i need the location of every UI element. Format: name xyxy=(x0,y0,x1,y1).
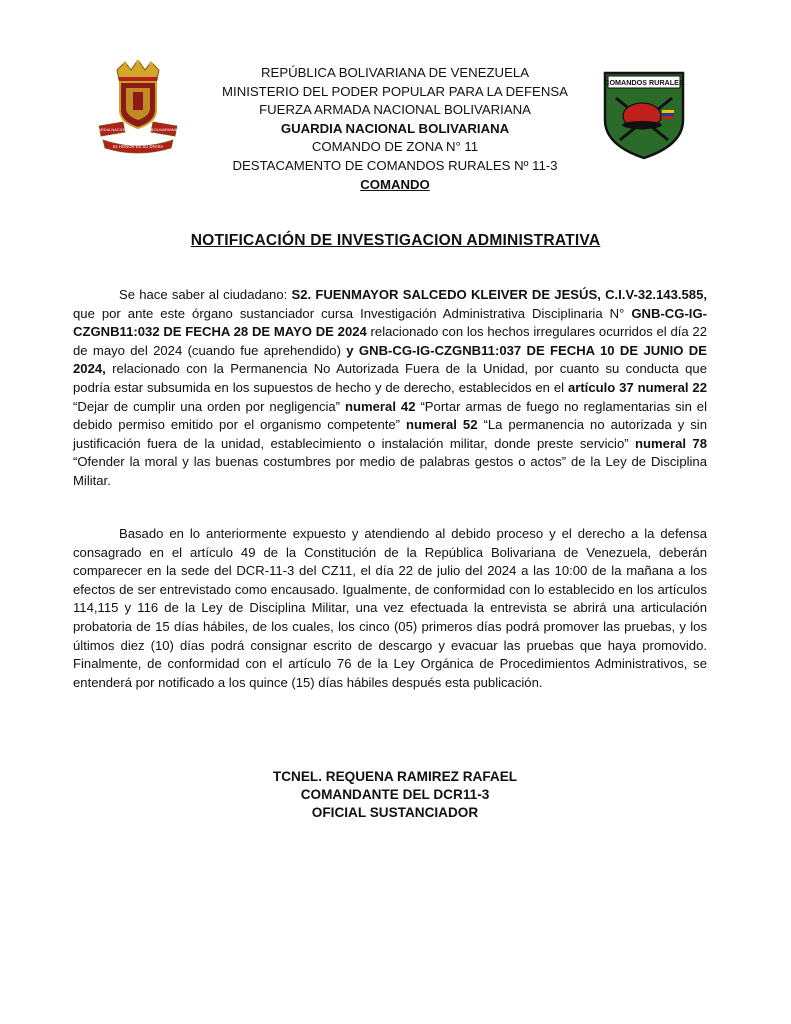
header-comando: COMANDO xyxy=(360,176,430,192)
summons-paragraph: Basado en lo anteriormente expuesto y atendiendo al debido proceso y el derecho a la defensa consagrado en el artículo 49 de la Constitución de la República Bolivariana de Venezuela, deberán comparecer en la sede del DCR-11-3 del CZ11, el día 22 de julio del 2024 a las 10:00 de la mañana a los efectos de ser entrevistado como encausado. Igualmente, de conformidad con lo establecido en los artículos 114,115 y 116 de la Ley de Disciplina Militar, una vez efectuada la entrevista se abrirá una articulación probatoria de 15 días hábiles, de los cuales, los cinco (05) primeros días podrá promover las pruebas, y los últimos diez (10) días podrá consignar escrito de descargo y evacuar las pruebas que haya promovido. Finalmente, de conformidad con el artículo 76 de la Ley Orgánica de Procedimientos Administrativos, se entenderá por notificado a los quince (15) días hábiles después esta publicación. xyxy=(73,526,707,690)
comandos-rurales-patch-icon xyxy=(602,70,686,160)
guardia-nacional-shield-icon xyxy=(95,60,181,156)
header-detachment: DESTACAMENTO DE COMANDOS RURALES Nº 11-3 xyxy=(232,157,558,173)
header-republic: REPÚBLICA BOLIVARIANA DE VENEZUELA xyxy=(261,65,529,80)
p1-text-3: relacionado con los hechos irregulares ocurridos el día 22 de mayo del 2024 (cuando fue aprehendido) xyxy=(73,324,707,358)
p1-numeral-42: numeral 42 xyxy=(345,398,416,414)
header-armed-force: FUERZA ARMADA NACIONAL BOLIVARIANA xyxy=(259,102,531,118)
signatory-role: OFICIAL SUSTANCIADOR xyxy=(311,805,479,820)
p1-numeral-52: numeral 52 xyxy=(406,417,478,433)
guardia-nacional-emblem xyxy=(95,60,181,156)
notification-paragraph xyxy=(73,286,707,491)
letterhead xyxy=(190,64,600,194)
p1-text-2: que por ante este órgano sustanciador cursa Investigación Administrativa Disciplinaria N° xyxy=(73,305,632,321)
header-zone-command: COMANDO DE ZONA N° 11 xyxy=(311,139,479,155)
signatory-name: TCNEL. REQUENA RAMIREZ RAFAEL xyxy=(272,769,518,784)
p1-text-1: Se hace saber al ciudadano: xyxy=(119,287,292,302)
emblem-ribbon-left: GUARDIA NACIONAL xyxy=(95,127,132,132)
comandos-rurales-emblem xyxy=(602,70,686,160)
p1-article-37: artículo 37 numeral 22 xyxy=(567,379,707,395)
signature-block xyxy=(195,768,595,822)
p1-text-5: “Dejar de cumplir una orden por negligencia” xyxy=(73,398,346,414)
document-title: NOTIFICACIÓN DE INVESTIGACION ADMINISTRATIVA xyxy=(190,232,601,249)
p1-citizen-name: S2. FUENMAYOR SALCEDO KLEIVER DE JESÚS, C.I.V-32.143.585, xyxy=(291,287,707,302)
p1-text-8: “Ofender la moral y las buenas costumbres por medio de palabras gestos o actos” de la Ley de Disciplina Militar. xyxy=(73,454,707,488)
emblem-ribbon-right: BOLIVARIANA xyxy=(150,127,178,132)
p1-text-7: “La permanencia no autorizada y sin justificación fuera de la unidad, establecimiento o instalación militar, donde preste servicio” xyxy=(73,417,707,451)
p1-text-4: relacionado con la Permanencia No Autorizada Fuera de la Unidad, por cuanto su conducta que podría estar subsumida en los supuestos de hecho y de derecho, establecidos en el xyxy=(73,361,707,395)
p1-case-number-1: GNB-CG-IG-CZGNB11:032 DE FECHA 28 DE MAYO DE 2024 xyxy=(73,305,707,340)
emblem-motto: EL HONOR ES SU DIVISA xyxy=(112,144,164,149)
patch-banner: COMANDOS RURALES xyxy=(604,78,684,87)
header-ministry: MINISTERIO DEL PODER POPULAR PARA LA DEFENSA xyxy=(222,83,568,99)
p1-text-6: “Portar armas de fuego no reglamentarias sin el debido permiso emitido por el organismo competente” xyxy=(73,398,707,433)
p1-numeral-78: numeral 78 xyxy=(635,435,707,451)
signatory-position: COMANDANTE DEL DCR11-3 xyxy=(300,787,490,802)
p1-case-number-2: y GNB-CG-IG-CZGNB11:037 DE FECHA 10 DE JUNIO DE 2024, xyxy=(73,342,707,377)
header-guardia-nacional: GUARDIA NACIONAL BOLIVARIANA xyxy=(280,120,510,136)
